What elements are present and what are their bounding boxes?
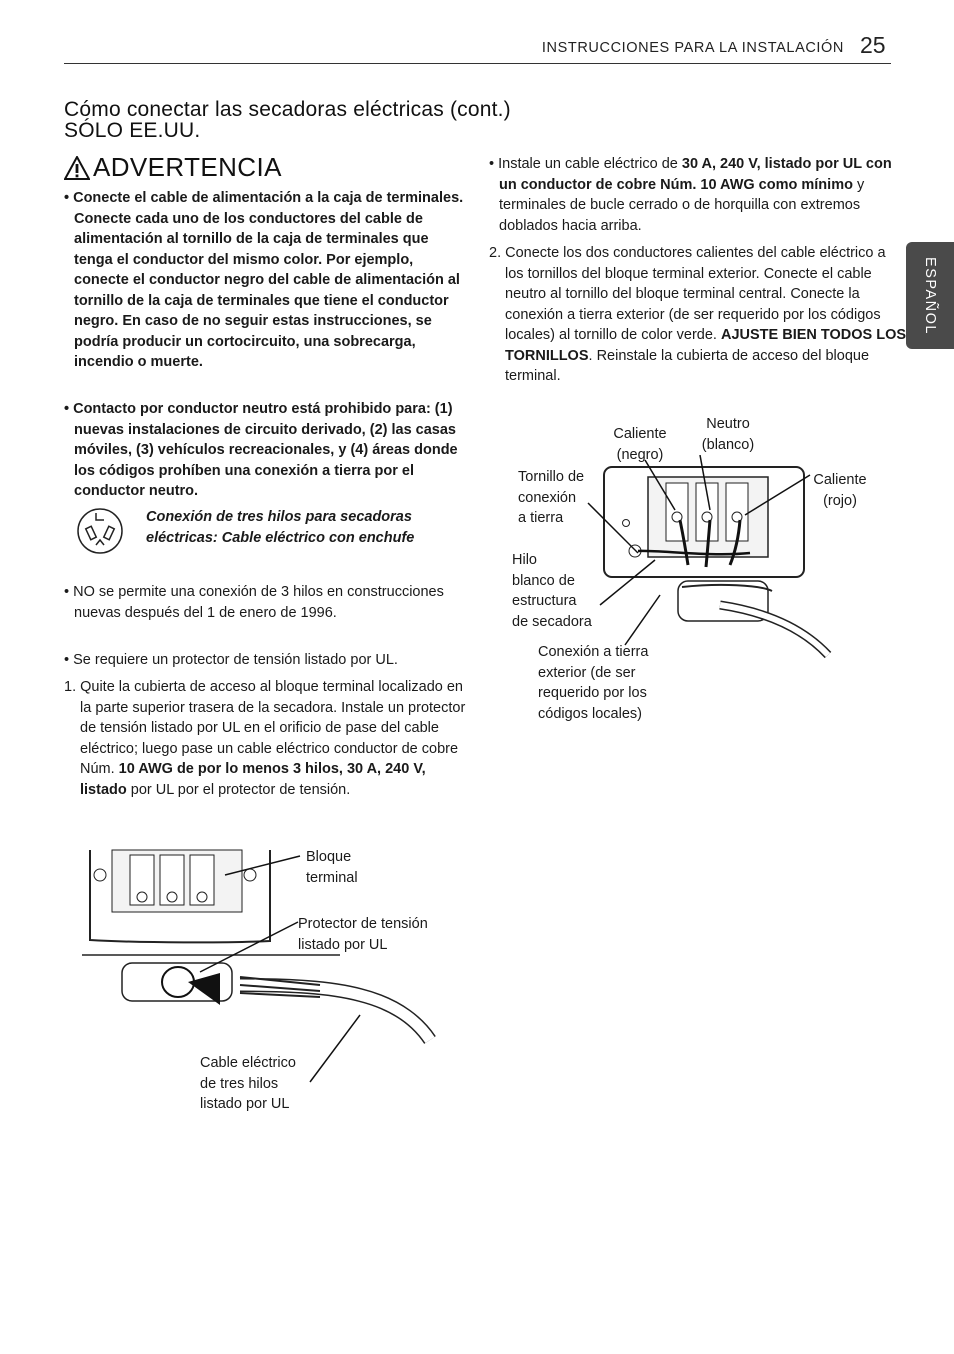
warning-bullet-1: • Conecte el cable de alimentación a la caja de terminales. Conecte cada uno de los conductores del cable de alimentación al tornillo de la caja de terminales que tenga el conductor del mismo color. Por ejemplo, conecte el conductor negro del cable de alimentación al tornillo de la caja de terminales que tiene el conductor negro. En caso de no seguir estas instrucciones, se podría producir un cortocircuito, una sobrecarga, incendio o muerte. [64,190,464,370]
section-title [64,99,511,141]
label-neutro [695,414,761,455]
label-cable-line2: de tres hilos [200,1075,279,1092]
bullet-strain-relief: • Se requiere un protector de tensión listado por UL. [64,652,398,668]
running-header: INSTRUCCIONES PARA LA INSTALACIÓN [541,40,844,56]
label-tornillo-tierra [518,467,584,529]
bullet-no-3-wire: • NO se permite una conexión de 3 hilos en construcciones nuevas después del 1 de enero de 1996. [64,584,444,621]
label-tornillo-line1: Tornillo de [518,469,585,485]
label-caliente-rojo-line1: Caliente [813,472,867,488]
label-tornillo-line3: a tierra [518,510,564,526]
warning-heading [64,152,282,183]
label-tornillo-line2: conexión [518,489,577,506]
label-conexion-line3: requerido por los [538,685,647,701]
label-cable-electrico [200,1053,296,1115]
bullet-cable-text-a: • Instale un cable eléctrico de [489,156,682,172]
label-hilo-blanco [512,550,592,632]
label-bloque-line2: terminal [306,869,358,886]
label-conexion-line2: exterior (de ser [538,664,636,681]
label-protector-tension [298,914,428,955]
label-caliente-rojo-line2: (rojo) [823,492,857,509]
label-caliente-negro [611,424,669,465]
step-2-text-b: AJUSTE BIEN TODOS LOS TORNILLOS [505,327,907,364]
step-1 [64,677,474,800]
section-title-line2: SÓLO EE.UU. [64,119,201,142]
label-neutro-line1: Neutro [706,416,750,432]
label-conexion-tierra [538,642,648,724]
label-hilo-line3: estructura [512,593,577,609]
step-2 [489,243,907,387]
step-1-text-a: 1. Quite la cubierta de acceso al bloque terminal localizado en la parte superior trasera de la secadora. Instale un protector de tensión listado por UL en el orificio de pase del cable eléctrico; luego pase un cable eléctrico conductor de cobre Núm. [64,679,466,777]
header-rule [64,63,891,64]
section-title-line1: Cómo conectar las secadoras eléctricas (cont.) [64,98,511,121]
bullet-cable-spec [489,154,899,236]
language-tab [906,242,954,349]
label-caliente-rojo [808,470,872,511]
label-conexion-line4: códigos locales) [538,705,642,722]
label-hilo-line4: de secadora [512,613,592,630]
label-cable-line3: listado por UL [200,1096,290,1112]
bullet-cable-text-c: y terminales de bucle cerrado o de horquilla con extremos doblados hacia arriba. [499,176,865,234]
warning-heading-text: ADVERTENCIA [93,152,282,182]
label-bloque-line1: Bloque [306,849,352,865]
label-bloque-terminal [306,847,358,888]
label-caliente-negro-line1: Caliente [613,426,667,442]
language-tab-label: ESPAÑOL [922,256,938,335]
label-hilo-line2: blanco de [512,572,575,589]
label-cable-line1: Cable eléctrico [200,1055,296,1071]
label-conexion-line1: Conexión a tierra [538,644,649,660]
step-2-text-c: . Reinstale la cubierta de acceso del bloque terminal. [505,347,870,384]
bullet-cable-text-b: 30 A, 240 V, listado por UL con un conductor de cobre Núm. 10 AWG como mínimo [499,156,892,193]
label-protector-line2: listado por UL [298,936,388,953]
label-hilo-line1: Hilo [512,552,537,568]
label-caliente-negro-line2: (negro) [616,446,664,463]
label-neutro-line2: (blanco) [701,436,755,453]
label-protector-line1: Protector de tensión [298,916,428,932]
right-diagram-leader-lines [570,455,830,655]
step-1-text-c: por UL por el protector de tensión. [126,781,351,798]
warning-triangle-icon [64,156,90,180]
warning-bullet-2: • Contacto por conductor neutro está prohibido para: (1) nuevas instalaciones de circuito derivado, (2) las casas móviles, (3) vehículos recreacionales, y (4) áreas donde los códigos prohíben una conexión a tierra por el conductor neutro. [64,401,458,499]
step-1-text-b: 10 AWG de por lo menos 3 hilos, 30 A, 240 V, listado [80,761,426,798]
outlet-caption: Conexión de tres hilos para secadoras eléctricas: Cable eléctrico con enchufe [146,509,415,546]
step-2-text-a: 2. Conecte los dos conductores calientes del cable eléctrico a los tornillos del bloque terminal exterior. Conecte el cable neutro al tornillo del bloque terminal central. Conecte la conexión a tierra exterior (de ser requerido por los códigos locales) al tornillo de color verde. [489,245,886,343]
page-number: 25 [860,32,886,58]
three-prong-outlet-icon [76,505,124,557]
